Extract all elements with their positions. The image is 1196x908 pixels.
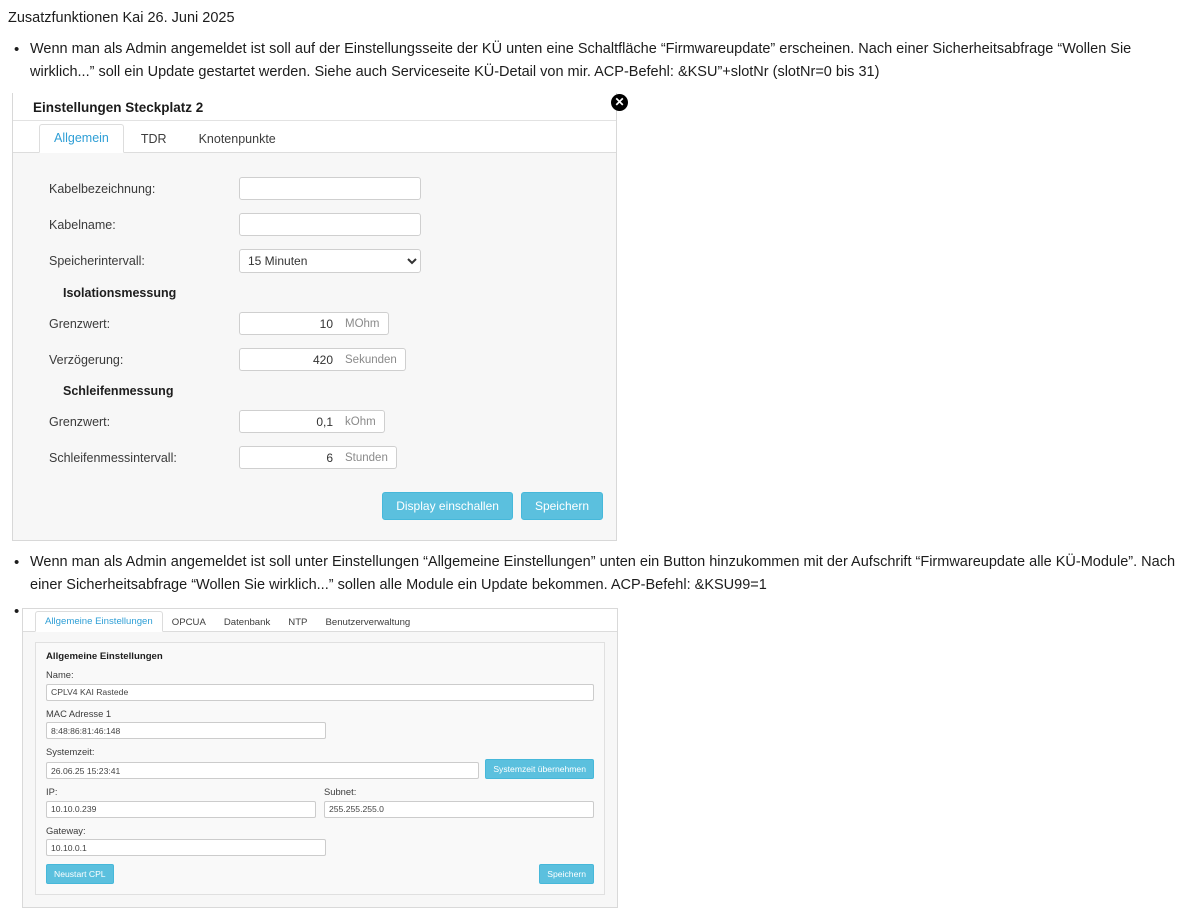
speicherintervall-select[interactable] <box>239 249 421 273</box>
isolation-verzoegerung-group <box>239 348 397 371</box>
note-text-1: Wenn man als Admin angemeldet ist soll auf der Einstellungsseite der KÜ unten eine Schaltfläche “Firmwareupdate” erscheinen. Nach einer Sicherheitsabfrage “Wollen Sie wirklich...” soll ein Update gestartet werden. Siehe auch Serviceseite KÜ-Detail von mir. ACP-Befehl: &KSU”+slotNr (slotNr=0 bis 31) <box>30 41 1132 80</box>
kabelbezeichnung-input[interactable] <box>239 177 421 200</box>
systemzeit-input[interactable] <box>46 762 479 779</box>
systemzeit-uebernehmen-button[interactable]: Systemzeit übernehmen <box>485 759 594 779</box>
label-kabelname: Kabelname: <box>49 217 116 232</box>
field-gateway <box>46 825 326 857</box>
heading-schleifenmessung: Schleifenmessung <box>63 384 174 399</box>
neustart-cpl-button[interactable]: Neustart CPL <box>46 864 114 884</box>
ip-subnet-row <box>46 786 594 818</box>
label-systemzeit: Systemzeit: <box>46 746 95 758</box>
label-gateway: Gateway: <box>46 824 86 836</box>
bullet-icon: • <box>14 554 20 572</box>
label-mac: MAC Adresse 1 <box>46 707 112 719</box>
label-isolation-verzoegerung: Verzögerung: <box>49 352 124 367</box>
list-item <box>14 38 1196 83</box>
panel-title: Allgemeine Einstellungen <box>46 651 163 663</box>
tab-ntp[interactable]: NTP <box>288 617 308 629</box>
label-schleifenmessintervall: Schleifenmessintervall: <box>49 450 177 465</box>
label-speicherintervall: Speicherintervall: <box>49 254 145 269</box>
notes-list-2 <box>0 551 1196 621</box>
bullet-icon: • <box>14 603 20 621</box>
schleife-grenzwert-input[interactable] <box>239 410 339 433</box>
dialog-button-row <box>13 482 616 524</box>
schleifenmessintervall-unit: Stunden <box>339 446 397 469</box>
tab-benutzerverwaltung[interactable]: Benutzerverwaltung <box>325 617 411 629</box>
field-kabelbezeichnung <box>13 177 616 200</box>
systemzeit-row <box>46 759 594 779</box>
dialog-einstellungen-steckplatz <box>12 93 625 541</box>
field-speicherintervall <box>13 249 616 273</box>
dialog-title: Einstellungen Steckplatz 2 <box>33 100 204 116</box>
dialog-allgemeine-einstellungen <box>22 608 618 908</box>
settings-button-row <box>46 864 594 884</box>
label-isolation-grenzwert: Grenzwert: <box>49 316 111 331</box>
tab-tdr[interactable]: TDR <box>140 132 167 147</box>
note-text-2: Wenn man als Admin angemeldet ist soll unter Einstellungen “Allgemeine Einstellungen” unten ein Button hinzukommen mit der Aufschrift “Firmwareupdate alle KÜ-Module”. Nach einer Sicherheitsabfrage “Wollen Sie wirklich...” sollen alle Module ein Update bekommen. ACP-Befehl: &KSU99=1 <box>30 554 1176 593</box>
subnet-input[interactable] <box>324 801 594 818</box>
label-kabelbezeichnung: Kabelbezeichnung: <box>49 181 156 196</box>
field-isolation-verzoegerung <box>13 348 616 371</box>
schleifenmessintervall-group <box>239 446 388 469</box>
dialog-body <box>13 153 616 540</box>
isolation-grenzwert-unit: MOhm <box>339 312 389 335</box>
schleife-grenzwert-unit: kOhm <box>339 410 385 433</box>
heading-isolationsmessung: Isolationsmessung <box>63 286 177 301</box>
settings-body <box>23 632 617 907</box>
label-schleife-grenzwert: Grenzwert: <box>49 414 111 429</box>
tab-allgemeine-einstellungen[interactable]: Allgemeine Einstellungen <box>35 611 163 632</box>
field-subnet <box>324 786 594 818</box>
list-item-empty <box>14 600 1196 621</box>
tab-datenbank[interactable]: Datenbank <box>223 617 271 629</box>
speichern-button-2[interactable]: Speichern <box>539 864 594 884</box>
notes-list <box>0 38 1196 83</box>
isolation-verzoegerung-unit: Sekunden <box>339 348 406 371</box>
field-isolation-grenzwert <box>13 312 616 335</box>
isolation-grenzwert-group <box>239 312 380 335</box>
isolation-grenzwert-input[interactable] <box>239 312 339 335</box>
list-item <box>14 551 1196 596</box>
field-systemzeit <box>46 746 594 779</box>
kabelname-input[interactable] <box>239 213 421 236</box>
label-name: Name: <box>46 669 74 681</box>
tab-allgemein[interactable]: Allgemein <box>39 124 124 153</box>
page-title: Zusatzfunktionen Kai 26. Juni 2025 <box>8 10 235 26</box>
label-subnet: Subnet: <box>324 786 357 798</box>
bullet-icon: • <box>14 41 20 59</box>
speichern-button[interactable]: Speichern <box>521 492 603 520</box>
name-input[interactable] <box>46 684 594 701</box>
dialog-header <box>13 93 625 121</box>
mac-input[interactable] <box>46 722 326 739</box>
display-einschalten-button[interactable]: Display einschallen <box>382 492 513 520</box>
settings-tabbar <box>23 609 617 632</box>
field-kabelname <box>13 213 616 236</box>
tab-opcua[interactable]: OPCUA <box>171 617 206 629</box>
field-mac <box>46 708 326 740</box>
dialog-tabbar <box>13 121 616 153</box>
schleife-grenzwert-group <box>239 410 376 433</box>
schleifenmessintervall-input[interactable] <box>239 446 339 469</box>
field-schleife-grenzwert <box>13 410 616 433</box>
field-schleifenmessintervall <box>13 446 616 469</box>
ip-input[interactable] <box>46 801 316 818</box>
field-name <box>46 669 594 701</box>
label-ip: IP: <box>46 786 58 798</box>
close-icon[interactable]: ✕ <box>611 94 628 111</box>
settings-panel <box>35 642 605 895</box>
field-ip <box>46 786 316 818</box>
tab-knotenpunkte[interactable]: Knotenpunkte <box>198 132 276 147</box>
isolation-verzoegerung-input[interactable] <box>239 348 339 371</box>
gateway-input[interactable] <box>46 839 326 856</box>
